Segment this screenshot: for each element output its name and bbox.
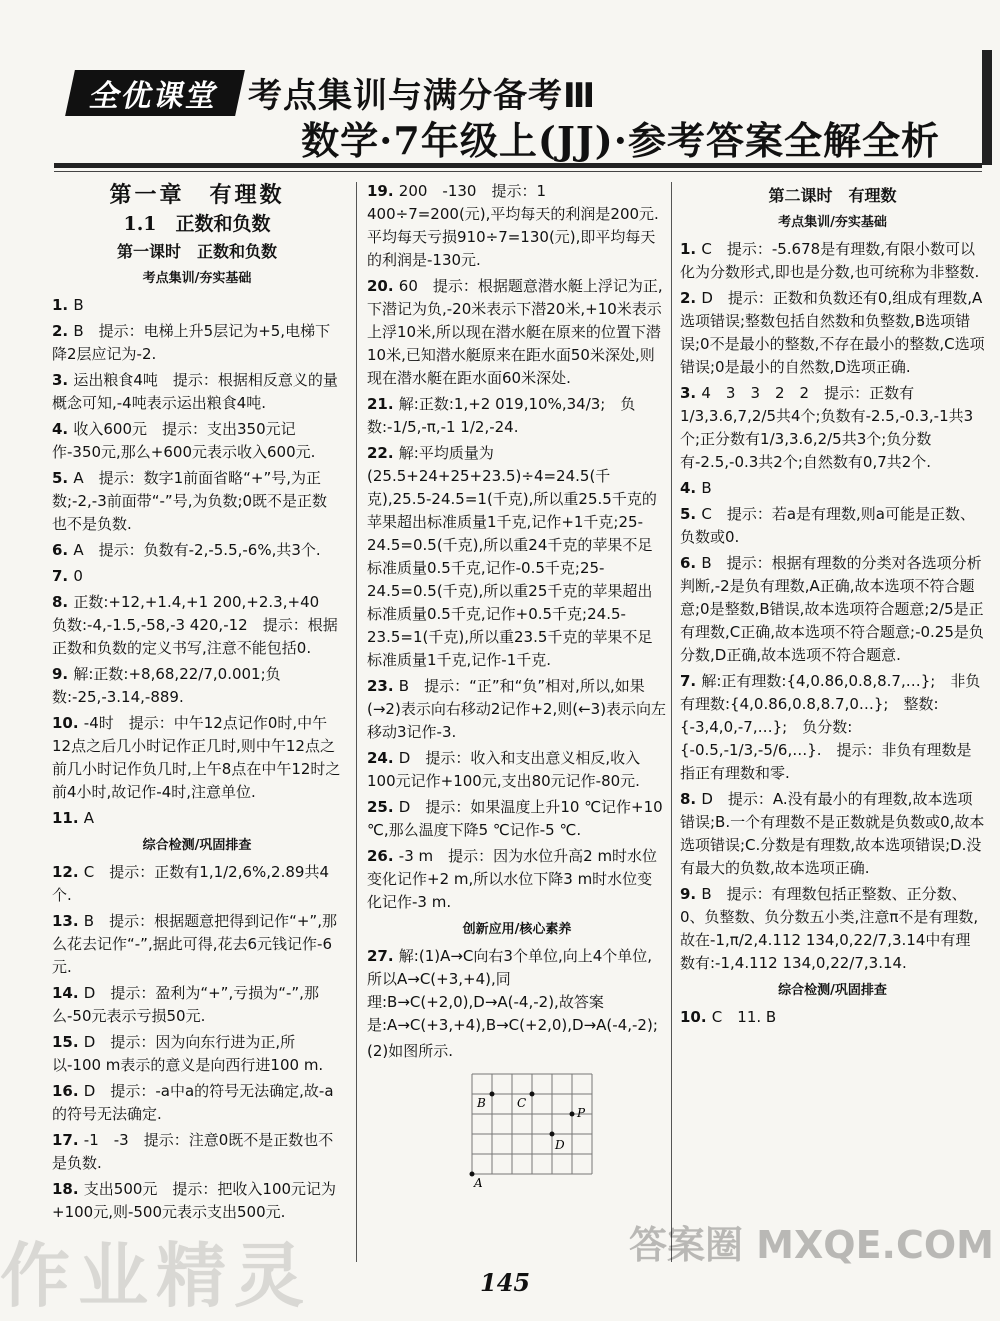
answer-item xyxy=(52,418,342,464)
answer-text: 60 提示：根据题意潜水艇上浮记为正,下潜记为负,-20米表示下潜20米,+10米表示上浮10米,所以现在潜水艇在原来的位置下潜10米,已知潜水艇原来在距水面50米深处,则现在潜水艇在距水面60米深处. xyxy=(367,277,663,387)
answer-number: 23. xyxy=(367,677,399,695)
answer-item xyxy=(367,845,667,914)
label-b: B xyxy=(477,1096,486,1110)
answer-number: 16. xyxy=(52,1082,84,1100)
answer-text: A 提示：负数有-2,-5.5,-6%,共3个. xyxy=(73,541,321,559)
answer-item xyxy=(52,467,342,536)
answer-list xyxy=(367,180,667,914)
part-heading: 考点集训/夯实基础 xyxy=(778,215,887,230)
page-header xyxy=(70,60,990,170)
answer-text: 正数:+12,+1.4,+1 200,+2.3,+40 负数:-4,-1.5,-58,-3 420,-12 提示：根据正数和负数的定义书写,注意不能包括0. xyxy=(52,593,338,657)
answer-number: 14. xyxy=(52,984,84,1002)
answer-item xyxy=(52,565,342,588)
answer-number: 5. xyxy=(680,505,702,523)
answer-text: B xyxy=(701,479,712,497)
answer-number: 18. xyxy=(52,1180,84,1198)
answer-number: 10. xyxy=(680,1008,712,1026)
answer-number: 8. xyxy=(52,593,74,611)
answer-number: 7. xyxy=(52,567,74,585)
answer-list xyxy=(52,861,342,1224)
answer-number: 6. xyxy=(680,554,702,572)
answer-number: 12. xyxy=(52,863,84,881)
answer-item xyxy=(52,910,342,979)
header-rule-thin xyxy=(54,171,982,172)
answer-item xyxy=(52,591,342,660)
answer-number: 26. xyxy=(367,847,399,865)
answer-number: 20. xyxy=(367,277,399,295)
answer-text: A xyxy=(83,809,95,827)
label-p: P xyxy=(577,1106,586,1120)
answer-list xyxy=(680,238,985,975)
answer-number: 22. xyxy=(367,444,399,462)
column-divider-1 xyxy=(356,182,357,1262)
answer-text: D 提示：A.没有最小的有理数,故本选项错误;B.一个有理数不是正数就是负数或0,故本选项错误;C.分数是有理数,故本选项错误;D.没有最大的负数,故本选项正确. xyxy=(680,790,985,877)
answer-number: 1. xyxy=(680,240,702,258)
answer-number: 24. xyxy=(367,749,399,767)
answer-item xyxy=(52,861,342,907)
answer-text: B xyxy=(73,296,84,314)
answer-item xyxy=(367,747,667,793)
answer-item xyxy=(52,1129,342,1175)
section-title: 1.1 正数和负数 xyxy=(123,213,271,235)
answer-text: 200 -130 提示：1 400÷7=200(元),平均每天的利润是200元.平均每天亏损910÷7=130(元),即平均每天的利润是-130元. xyxy=(367,182,659,269)
answer-list xyxy=(367,945,667,1063)
answer-item xyxy=(52,320,342,366)
answer-text: 解:正数:1,+2 019,10%,34/3; 负数:-1/5,-π,-1 1/2,-24. xyxy=(367,395,636,436)
answer-number: 13. xyxy=(52,912,84,930)
answer-item xyxy=(680,287,985,379)
header-side-bar xyxy=(982,50,992,165)
answer-number: 5. xyxy=(52,469,74,487)
answer-number: 7. xyxy=(680,672,702,690)
answer-text: 运出粮食4吨 提示：根据相反意义的量概念可知,-4吨表示运出粮食4吨. xyxy=(52,371,338,412)
answer-text: 解:(1)A→C向右3个单位,向上4个单位,所以A→C(+3,+4),同理:B→C(+2,0),D→A(-4,-2),故答案是:A→C(+3,+4),B→C(+2,0),D→A(-4,-2); xyxy=(367,947,658,1034)
answer-number: 25. xyxy=(367,798,399,816)
point-d xyxy=(550,1132,555,1137)
answer-text: 支出500元 提示：把收入100元记为+100元,则-500元表示支出500元. xyxy=(52,1180,337,1221)
answer-text: D 提示：如果温度上升10 ℃记作+10 ℃,那么温度下降5 ℃记作-5 ℃. xyxy=(367,798,663,839)
answer-text: 4 3 3 2 2 提示：正数有1/3,3.6,7,2/5共4个;负数有-2.5,-0.3,-1共3个;正分数有1/3,3.6,2/5共3个;负分数有-2.5,-0.3共2个;自然数有0,7共2个. xyxy=(680,384,974,471)
part-heading: 创新应用/核心素养 xyxy=(462,922,572,937)
answer-number: 21. xyxy=(367,395,399,413)
answer-number: 3. xyxy=(52,371,74,389)
answer-text: C 提示：正数有1,1/2,6%,2.89共4个. xyxy=(52,863,329,904)
answer-text: B 提示：根据有理数的分类对各选项分析判断,-2是负有理数,A正确,故本选项不符合题意;0是整数,B错误,故本选项符合题意;2/5是正有理数,C正确,故本选项不符合题意;-0.25是负分数,D正确,故本选项不符合题意. xyxy=(680,554,984,664)
answer-item xyxy=(367,675,667,744)
answer-item xyxy=(680,788,985,880)
answer-item xyxy=(367,945,667,1037)
answer-item xyxy=(680,1006,985,1029)
answer-item xyxy=(367,442,667,672)
part-heading: 综合检测/巩固排查 xyxy=(142,838,252,853)
part-heading: 考点集训/夯实基础 xyxy=(142,271,252,286)
lesson-title: 第一课时 正数和负数 xyxy=(116,242,277,261)
answer-item xyxy=(680,883,985,975)
answer-text: B 提示：“正”和“负”相对,所以,如果(→2)表示向右移动2记作+2,则(←3)表示向左移动3记作-3. xyxy=(367,677,667,741)
answer-item xyxy=(367,180,667,272)
answer-text: 0 xyxy=(73,567,83,585)
answer-list xyxy=(680,1006,985,1029)
answer-number: 2. xyxy=(52,322,74,340)
column-1 xyxy=(52,180,342,1227)
answer-text: -1 -3 提示：注意0既不是正数也不是负数. xyxy=(52,1131,334,1172)
watermark-right: 答案圈 MXQE.COM xyxy=(628,1223,994,1267)
answer-number: 3. xyxy=(680,384,702,402)
grid-svg xyxy=(467,1069,597,1189)
answer-text: -4时 提示：中午12点记作0时,中午12点之后几小时记作正几时,则中午12点之前几小时记作负几时,上午8点在中午12时之前4小时,故记作-4时,注意单位. xyxy=(52,714,341,801)
answer-item xyxy=(52,1080,342,1126)
lesson-title: 第二课时 有理数 xyxy=(768,186,897,205)
label-c: C xyxy=(517,1096,527,1110)
answer-item xyxy=(52,369,342,415)
label-d: D xyxy=(555,1138,565,1152)
answer-text: D 提示：盈利为“+”,亏损为“-”,那么-50元表示亏损50元. xyxy=(52,984,319,1025)
answer-text: D 提示：正数和负数还有0,组成有理数,A选项错误;整数包括自然数和负整数,B选项错误;0不是最小的整数,不存在最小的整数,C选项错误;0是最小的自然数,D选项正确. xyxy=(680,289,985,376)
answer-item xyxy=(52,982,342,1028)
answer-text: 收入600元 提示：支出350元记作-350元,那么+600元表示收入600元. xyxy=(52,420,316,461)
answer-item xyxy=(52,294,342,317)
point-c xyxy=(530,1092,535,1097)
answer-text: -3 m 提示：因为水位升高2 m时水位变化记作+2 m,所以水位下降3 m时水位变化记作-3 m. xyxy=(367,847,658,911)
answer-number: 4. xyxy=(680,479,702,497)
answer-text: A 提示：数字1前面省略“+”号,为正数;-2,-3前面带“-”号,为负数;0既不是正数也不是负数. xyxy=(52,469,328,533)
answer-text: 解:正有理数:{4,0.86,0.8,8.7,…}; 非负有理数:{4,0.86,0.8,8.7,0…}; 整数:{-3,4,0,-7,…}; 负分数:{-0.5,-1/3,-5/6,…}. 提示：非负有理数是指正有理数和零. xyxy=(680,672,981,782)
label-a: A xyxy=(474,1176,483,1189)
answer-item xyxy=(680,503,985,549)
answer-number: 9. xyxy=(52,665,74,683)
answer-text: D 提示：收入和支出意义相反,收入100元记作+100元,支出80元记作-80元. xyxy=(367,749,641,790)
answer-number: 19. xyxy=(367,182,399,200)
answer-item xyxy=(367,796,667,842)
answer-number: 8. xyxy=(680,790,702,808)
answer-text: (2)如图所示. xyxy=(367,1042,454,1060)
answer-item xyxy=(52,1031,342,1077)
answer-item xyxy=(680,382,985,474)
answer-number: 27. xyxy=(367,947,399,965)
answer-text: 解:平均质量为(25.5+24+25+23.5)÷4=24.5(千克),25.5-24.5=1(千克),所以重25.5千克的苹果超出标准质量1千克,记作+1千克;25-24.5=0.5(千克),所以重24千克的苹果不足标准质量0.5千克,记作-0.5千克;25-24.5=0.5(千克),所以重25千克的苹果超出标准质量0.5千克,记作+0.5千克;24.5-23.5=1(千克),所以重23.5千克的苹果不足标准质量1千克,记作-1千克. xyxy=(367,444,657,669)
answer-number: 4. xyxy=(52,420,74,438)
column-divider-2 xyxy=(671,182,672,1262)
answer-text: B 提示：有理数包括正整数、正分数、0、负整数、负分数五小类,注意π不是有理数,故在-1,π/2,4.112 134,0,22/7,3.14中有理数有:-1,4.112 134,0,22/7,3.14. xyxy=(680,885,979,972)
answer-text: B 提示：电梯上升5层记为+5,电梯下降2层应记为-2. xyxy=(52,322,331,363)
answer-text: B 提示：根据题意把得到记作“+”,那么花去记作“-”,据此可得,花去6元钱记作-6元. xyxy=(52,912,337,976)
answer-number: 9. xyxy=(680,885,702,903)
answer-item xyxy=(680,552,985,667)
answer-number: 1. xyxy=(52,296,74,314)
answer-number: 15. xyxy=(52,1033,84,1051)
series-title: 考点集训与满分备考Ⅲ xyxy=(248,76,597,116)
answer-item xyxy=(52,663,342,709)
answer-item xyxy=(367,1040,667,1063)
answer-text: 解:正数:+8,68,22/7,0.001;负数:-25,-3.14,-889. xyxy=(52,665,281,706)
answer-text: D 提示：-a中a的符号无法确定,故-a的符号无法确定. xyxy=(52,1082,334,1123)
chapter-title: 第一章 有理数 xyxy=(109,182,285,208)
answer-item xyxy=(367,275,667,390)
answer-list xyxy=(52,294,342,830)
answer-number: 10. xyxy=(52,714,84,732)
part-heading: 综合检测/巩固排查 xyxy=(778,983,887,998)
book-subtitle: 数学·7年级上(JJ)·参考答案全解全析 xyxy=(301,118,940,163)
answer-text: C 提示：若a是有理数,则a可能是正数、负数或0. xyxy=(680,505,975,546)
answer-item xyxy=(52,1178,342,1224)
answer-number: 2. xyxy=(680,289,702,307)
point-b xyxy=(490,1092,495,1097)
answer-item xyxy=(52,712,342,804)
page-number: 145 xyxy=(480,1268,531,1297)
answer-item xyxy=(367,393,667,439)
brand-logo: 全优课堂 xyxy=(65,70,245,116)
answer-number: 11. xyxy=(52,809,84,827)
answer-item xyxy=(680,238,985,284)
answer-number: 17. xyxy=(52,1131,84,1149)
answer-item xyxy=(52,807,342,830)
coordinate-grid-figure xyxy=(467,1069,667,1196)
answer-number: 6. xyxy=(52,541,74,559)
answer-item xyxy=(680,670,985,785)
answer-text: C 提示：-5.678是有理数,有限小数可以化为分数形式,即也是分数,也可统称为非整数. xyxy=(680,240,980,281)
answer-text: C 11. B xyxy=(711,1008,777,1026)
header-rule-thick xyxy=(54,163,982,168)
answer-text: D 提示：因为向东行进为正,所以-100 m表示的意义是向西行进100 m. xyxy=(52,1033,324,1074)
point-p xyxy=(570,1112,575,1117)
answer-item xyxy=(52,539,342,562)
column-2 xyxy=(367,180,667,1196)
answer-item xyxy=(680,477,985,500)
column-3 xyxy=(680,180,985,1032)
watermark-left: 作业精灵 xyxy=(0,1235,312,1317)
